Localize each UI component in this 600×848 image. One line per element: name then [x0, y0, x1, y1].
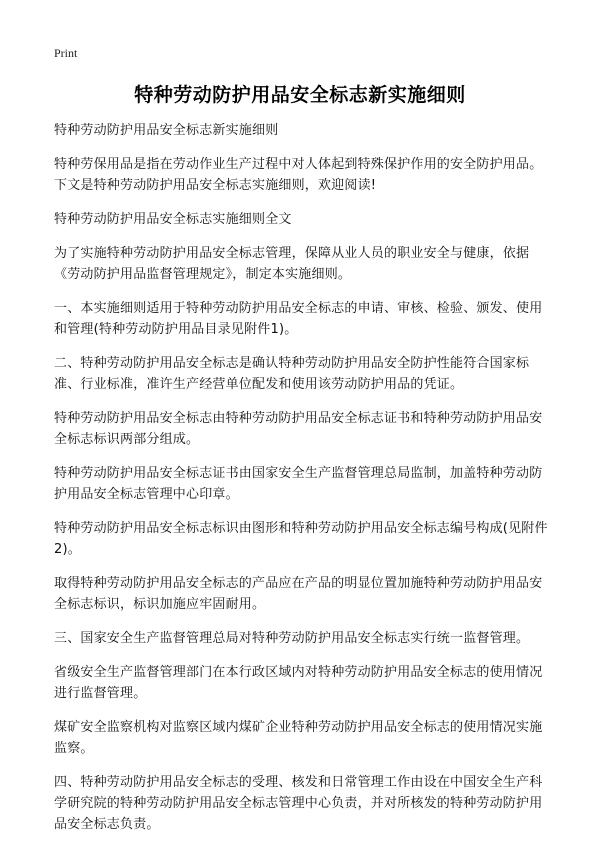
article-paragraph: 取得特种劳动防护用品安全标志的产品应在产品的明显位置加施特种劳动防护用品安全标志标识，标识加施应牢固耐用。 — [54, 576, 543, 612]
article-paragraph: 一、本实施细则适用于特种劳动防护用品安全标志的申请、审核、检验、颁发、使用和管理(特种劳动防护用品目录见附件1)。 — [54, 301, 543, 337]
section-heading: 特种劳动防护用品安全标志实施细则全文 — [54, 212, 292, 227]
article-paragraph: 为了实施特种劳动防护用品安全标志管理，保障从业人员的职业安全与健康，依据《劳动防护用品监督管理规定》，制定本实施细则。 — [54, 246, 530, 282]
article-subtitle: 特种劳动防护用品安全标志新实施细则 — [54, 123, 279, 138]
article-paragraph: 特种劳动防护用品安全标志标识由图形和特种劳动防护用品安全标志编号构成(见附件2)。 — [54, 521, 548, 557]
article-paragraph: 省级安全生产监督管理部门在本行政区域内对特种劳动防护用品安全标志的使用情况进行监督管理。 — [54, 665, 543, 701]
article-paragraph: 特种劳保用品是指在劳动作业生产过程中对人体起到特殊保护作用的安全防护用品。下文是特种劳动防护用品安全标志实施细则，欢迎阅读! — [54, 157, 543, 193]
article-body — [54, 120, 554, 848]
article-paragraph: 二、特种劳动防护用品安全标志是确认特种劳动防护用品安全防护性能符合国家标准、行业标准，准许生产经营单位配发和使用该劳动防护用品的凭证。 — [54, 356, 530, 392]
article-paragraph: 三、国家安全生产监督管理总局对特种劳动防护用品安全标志实行统一监督管理。 — [54, 631, 530, 646]
page-title: 特种劳动防护用品安全标志新实施细则 — [134, 84, 466, 106]
article-paragraph: 特种劳动防护用品安全标志证书由国家安全生产监督管理总局监制，加盖特种劳动防护用品安全标志管理中心印章。 — [54, 466, 543, 502]
article-paragraph: 煤矿安全监察机构对监察区域内煤矿企业特种劳动防护用品安全标志的使用情况实施监察。 — [54, 720, 543, 756]
article-paragraph: 四、特种劳动防护用品安全标志的受理、核发和日常管理工作由设在中国安全生产科学研究院的特种劳动防护用品安全标志管理中心负责，并对所核发的特种劳动防护用品安全标志负责。 — [54, 775, 543, 832]
print-link[interactable]: Print — [54, 46, 78, 60]
article-paragraph: 特种劳动防护用品安全标志由特种劳动防护用品安全标志证书和特种劳动防护用品安全标志标识两部分组成。 — [54, 411, 543, 447]
